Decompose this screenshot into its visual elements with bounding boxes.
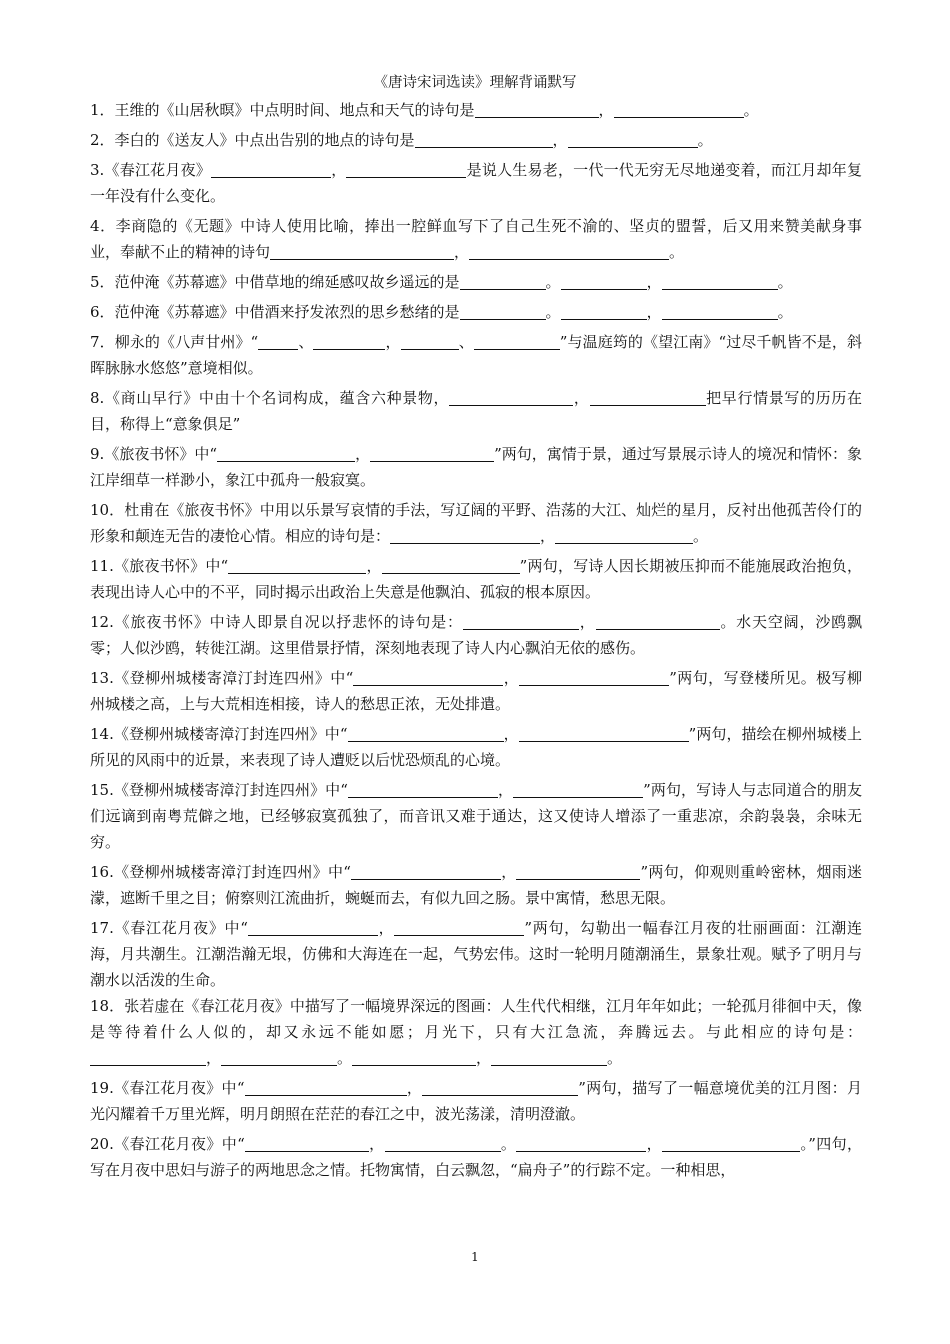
question-list: [90, 97, 862, 1183]
question-20: 20.《春江花月夜》中“ ， 。 ， 。”四句，写在月夜中思妇与游子的两地思念之情。托物寓情，白云飘忽，“扁舟子”的行踪不定。一种相思，: [90, 1135, 862, 1179]
answer-blank[interactable]: [596, 614, 720, 630]
question-17: 17.《春江花月夜》中“ ， ”两句，勾勒出一幅春江月夜的壮丽画面：江潮连海，月共潮生。江潮浩瀚无垠，仿佛和大海连在一起，气势宏伟。这时一轮明月随潮涌生，景象壮观。赋予了明月与潮水以活泼的生命。: [90, 919, 862, 989]
answer-blank[interactable]: [346, 162, 466, 178]
answer-blank[interactable]: [248, 920, 378, 936]
answer-blank[interactable]: [245, 1136, 369, 1152]
answer-blank[interactable]: [662, 304, 778, 320]
answer-blank[interactable]: [352, 1050, 476, 1066]
answer-blank[interactable]: [474, 334, 560, 350]
question-11: 11.《旅夜书怀》中“ ， ”两句，写诗人因长期被压抑而不能施展政治抱负，表现出诗人心中的不平，同时揭示出政治上失意是他飘泊、孤寂的根本原因。: [90, 557, 863, 601]
page-number: 1: [471, 1250, 479, 1264]
answer-blank[interactable]: [590, 390, 706, 406]
answer-blank[interactable]: [555, 528, 693, 544]
answer-blank[interactable]: [463, 614, 579, 630]
answer-blank[interactable]: [245, 1080, 407, 1096]
answer-blank[interactable]: [211, 162, 331, 178]
question-4: 4．李商隐的《无题》中诗人使用比喻，捧出一腔鲜血写下了自己生死不渝的、坚贞的盟誓，后又用来赞美献身事业，奉献不止的精神的诗句 ， 。: [90, 217, 862, 261]
answer-blank[interactable]: [401, 334, 459, 350]
answer-blank[interactable]: [519, 726, 689, 742]
answer-blank[interactable]: [422, 1080, 578, 1096]
answer-blank[interactable]: [221, 1050, 337, 1066]
answer-blank[interactable]: [662, 1136, 800, 1152]
question-13: 13.《登柳州城楼寄漳汀封连四州》中“ ， ”两句，写登楼所见。极写柳州城楼之高，上与大荒相连相接，诗人的愁思正浓，无处排遣。: [90, 669, 862, 713]
answer-blank[interactable]: [351, 864, 501, 880]
question-3: 3.《春江花月夜》 ， 是说人生易老，一代一代无穷无尽地递变着，而江月却年复一年没有什么变化。: [90, 161, 862, 205]
answer-blank[interactable]: [217, 446, 355, 462]
question-16: 16.《登柳州城楼寄漳汀封连四州》中“ ， ”两句，仰观则重岭密林，烟雨迷濛，遮断千里之目；俯察则江流曲折，蜿蜒而去，有似九回之肠。景中寓情，愁思无限。: [90, 863, 862, 907]
question-15: 15.《登柳州城楼寄漳汀封连四州》中“ ， ”两句，写诗人与志同道合的朋友们远谪到南粤荒僻之地，已经够寂寞孤独了，而音讯又难于通达，这又使诗人增添了一重悲凉，余韵袅袅，余味无穷。: [90, 781, 862, 851]
question-8: 8.《商山早行》中由十个名词构成，蕴含六种景物， ， 把早行情景写的历历在目，称得上“意象俱足”: [90, 389, 862, 433]
question-1: 1．王维的《山居秋暝》中点明时间、地点和天气的诗句是 ， 。: [90, 101, 759, 119]
answer-blank[interactable]: [385, 1136, 501, 1152]
question-14: 14.《登柳州城楼寄漳汀封连四州》中“ ， ”两句，描绘在柳州城楼上所见的风雨中的近景，来表现了诗人遭贬以后忧恐烦乱的心境。: [90, 725, 862, 769]
question-5: 5．范仲淹《苏幕遮》中借草地的绵延感叹故乡遥远的是 。 ， 。: [90, 273, 793, 291]
question-12: 12.《旅夜书怀》中诗人即景自况以抒悲怀的诗句是： ， 。水天空阔，沙鸥飘零；人似沙鸥，转徙江湖。这里借景抒情，深刻地表现了诗人内心飘泊无依的感伤。: [90, 613, 862, 657]
question-10: 10．杜甫在《旅夜书怀》中用以乐景写哀情的手法，写辽阔的平野、浩荡的大江、灿烂的星月，反衬出他孤苦伶仃的形象和颠连无告的凄怆心情。相应的诗句是： ， 。: [90, 501, 862, 545]
question-9: 9.《旅夜书怀》中“ ， ”两句，寓情于景，通过写景展示诗人的境况和情怀：象江岸细草一样渺小，象江中孤舟一般寂寞。: [90, 445, 862, 489]
answer-blank[interactable]: [270, 244, 454, 260]
answer-blank[interactable]: [415, 132, 553, 148]
answer-blank[interactable]: [370, 446, 494, 462]
answer-blank[interactable]: [519, 670, 669, 686]
answer-blank[interactable]: [460, 304, 546, 320]
answer-blank[interactable]: [513, 782, 643, 798]
question-2: 2．李白的《送友人》中点出告别的地点的诗句是 ， 。: [90, 131, 713, 149]
answer-blank[interactable]: [491, 1050, 607, 1066]
answer-blank[interactable]: [90, 1050, 206, 1066]
answer-blank[interactable]: [516, 1136, 646, 1152]
answer-blank[interactable]: [394, 920, 524, 936]
answer-blank[interactable]: [662, 274, 778, 290]
question-18: 18．张若虚在《春江花月夜》中描写了一幅境界深远的图画：人生代代相继，江月年年如此；一轮孤月徘徊中天，像是等待着什么人似的，却又永远不能如愿；月光下，只有大江急流，奔腾远去。与此相应的诗句是：， 。 ， 。: [90, 997, 862, 1067]
question-7: 7．柳永的《八声甘州》“ 、 ， 、 ”与温庭筠的《望江南》“过尽千帆皆不是，斜晖脉脉水悠悠”意境相似。: [90, 333, 862, 377]
answer-blank[interactable]: [561, 274, 647, 290]
question-6: 6．范仲淹《苏幕遮》中借酒来抒发浓烈的思乡愁绪的是 。 ， 。: [90, 303, 793, 321]
answer-blank[interactable]: [382, 558, 520, 574]
answer-blank[interactable]: [313, 334, 385, 350]
answer-blank[interactable]: [561, 304, 647, 320]
answer-blank[interactable]: [449, 390, 573, 406]
answer-blank[interactable]: [469, 244, 669, 260]
answer-blank[interactable]: [568, 132, 698, 148]
answer-blank[interactable]: [475, 102, 599, 118]
answer-blank[interactable]: [348, 726, 504, 742]
answer-blank[interactable]: [460, 274, 546, 290]
answer-blank[interactable]: [353, 670, 503, 686]
document-title: 《唐诗宋词选读》理解背诵默写: [373, 75, 577, 91]
question-19: 19.《春江花月夜》中“ ， ”两句，描写了一幅意境优美的江月图：月光闪耀着千万里光辉，明月朗照在茫茫的春江之中，波光荡漾，清明澄澈。: [90, 1079, 862, 1123]
answer-blank[interactable]: [258, 334, 298, 350]
answer-blank[interactable]: [390, 528, 540, 544]
answer-blank[interactable]: [228, 558, 366, 574]
answer-blank[interactable]: [516, 864, 640, 880]
answer-blank[interactable]: [348, 782, 498, 798]
answer-blank[interactable]: [614, 102, 744, 118]
